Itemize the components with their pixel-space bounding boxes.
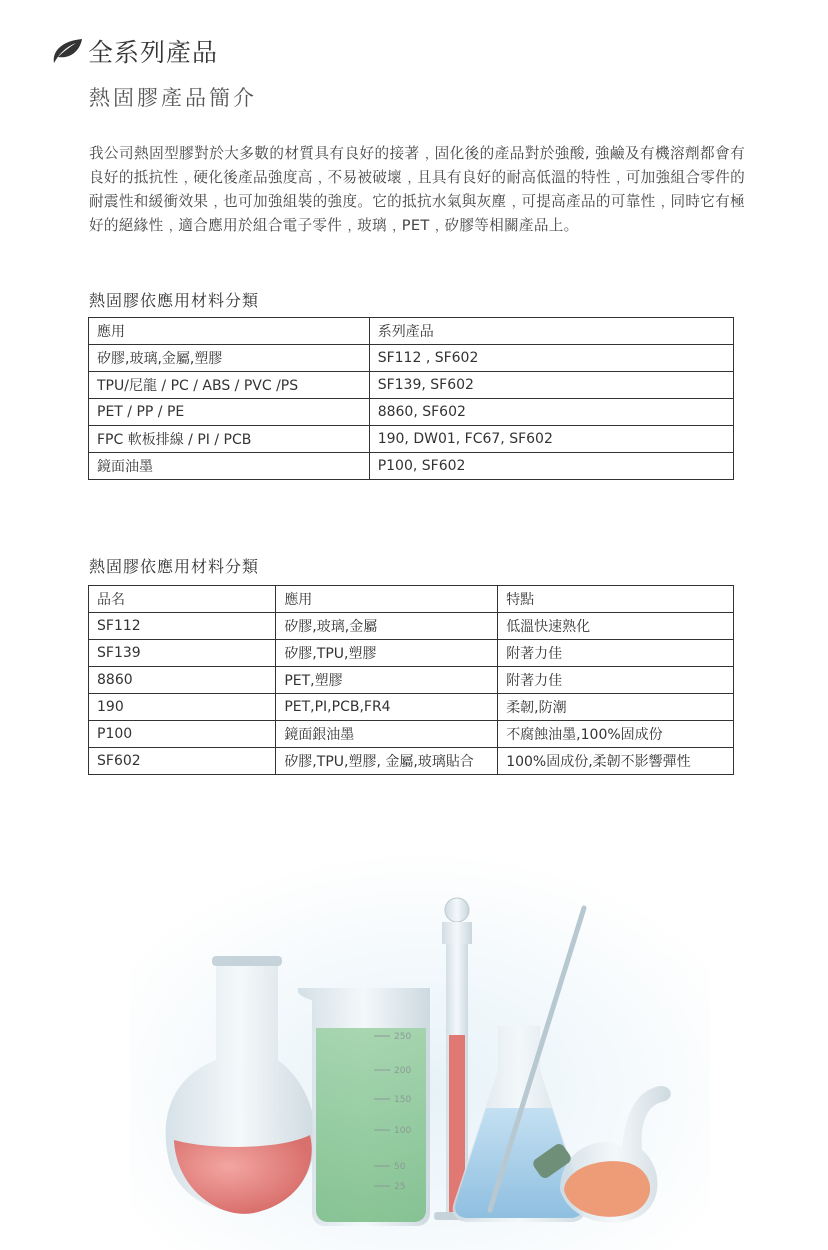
table-cell: 8860 (89, 667, 276, 694)
beaker-mark: 25 (394, 1182, 406, 1192)
table-header-cell: 特點 (498, 586, 734, 613)
table-cell: 附著力佳 (498, 667, 734, 694)
table-cell: 矽膠,玻璃,金屬,塑膠 (89, 345, 370, 372)
section-title-product: 熱固膠依應用材料分類 (89, 557, 260, 576)
table-cell: 附著力佳 (498, 640, 734, 667)
table-cell: 矽膠,TPU,塑膠 (276, 640, 498, 667)
beaker-mark: 100 (394, 1126, 412, 1136)
table-cell: SF602 (89, 748, 276, 775)
table-cell: SF112 (89, 613, 276, 640)
table-header-cell: 品名 (89, 586, 276, 613)
table-cell: 鏡面油墨 (89, 453, 370, 480)
table-cell: SF112 , SF602 (369, 345, 733, 372)
table-cell: 低溫快速熟化 (498, 613, 734, 640)
table-row (89, 667, 734, 694)
beaker-mark: 50 (394, 1162, 406, 1172)
table-cell: 100%固成份,柔韌不影響彈性 (498, 748, 734, 775)
beaker-mark: 150 (394, 1095, 412, 1105)
table-cell: FPC 軟板排線 / PI / PCB (89, 426, 370, 453)
table-header-row (89, 586, 734, 613)
table-row (89, 694, 734, 721)
table-row (89, 721, 734, 748)
table-cell: PET,塑膠 (276, 667, 498, 694)
lab-glassware-illustration (130, 850, 710, 1250)
table-cell: 190 (89, 694, 276, 721)
table-row (89, 399, 734, 426)
table-cell: PET,PI,PCB,FR4 (276, 694, 498, 721)
table-header-cell: 應用 (276, 586, 498, 613)
table-cell: 190, DW01, FC67, SF602 (369, 426, 733, 453)
table-cell: SF139, SF602 (369, 372, 733, 399)
table-cell: SF139 (89, 640, 276, 667)
table-header-cell: 系列產品 (369, 318, 733, 345)
leaf-logo-icon (50, 37, 84, 65)
table-header-cell: 應用 (89, 318, 370, 345)
table-cell: P100, SF602 (369, 453, 733, 480)
section-title-application: 熱固膠依應用材料分類 (89, 291, 260, 310)
table-row (89, 345, 734, 372)
table-row (89, 372, 734, 399)
table-cell: 不腐蝕油墨,100%固成份 (498, 721, 734, 748)
page-header (50, 34, 218, 68)
table-row (89, 426, 734, 453)
beaker-mark: 250 (394, 1032, 412, 1042)
table-cell: 柔韌,防潮 (498, 694, 734, 721)
table-row (89, 640, 734, 667)
application-table (88, 317, 734, 480)
table-cell: 鏡面銀油墨 (276, 721, 498, 748)
page-subtitle: 熱固膠產品簡介 (89, 86, 257, 110)
table-cell: PET / PP / PE (89, 399, 370, 426)
page-title: 全系列產品 (88, 38, 219, 67)
table-cell: 矽膠,TPU,塑膠, 金屬,玻璃貼合 (276, 748, 498, 775)
table-cell: TPU/尼龍 / PC / ABS / PVC /PS (89, 372, 370, 399)
table-cell: P100 (89, 721, 276, 748)
table-row (89, 748, 734, 775)
intro-paragraph: 我公司熱固型膠對於大多數的材質具有良好的接著﹐固化後的產品對於強酸, 強鹼及有機溶劑都會有良好的抵抗性﹐硬化後產品強度高﹐不易被破壞﹐且具有良好的耐高低溫的特性﹐可加強組合零件的耐震性和緩衝效果﹐也可加強組裝的強度。它的抵抗水氣與灰塵﹐可提高產品的可靠性﹐同時它有極好的絕緣性﹐適合應用於組合電子零件﹐玻璃﹐PET﹐矽膠等相關產品上。 (89, 145, 745, 234)
table-cell: 8860, SF602 (369, 399, 733, 426)
beaker-mark: 200 (394, 1066, 412, 1076)
table-row (89, 613, 734, 640)
product-table (88, 585, 734, 775)
table-cell: 矽膠,玻璃,金屬 (276, 613, 498, 640)
measuring-beaker (298, 988, 430, 1226)
table-header-row (89, 318, 734, 345)
table-row (89, 453, 734, 480)
